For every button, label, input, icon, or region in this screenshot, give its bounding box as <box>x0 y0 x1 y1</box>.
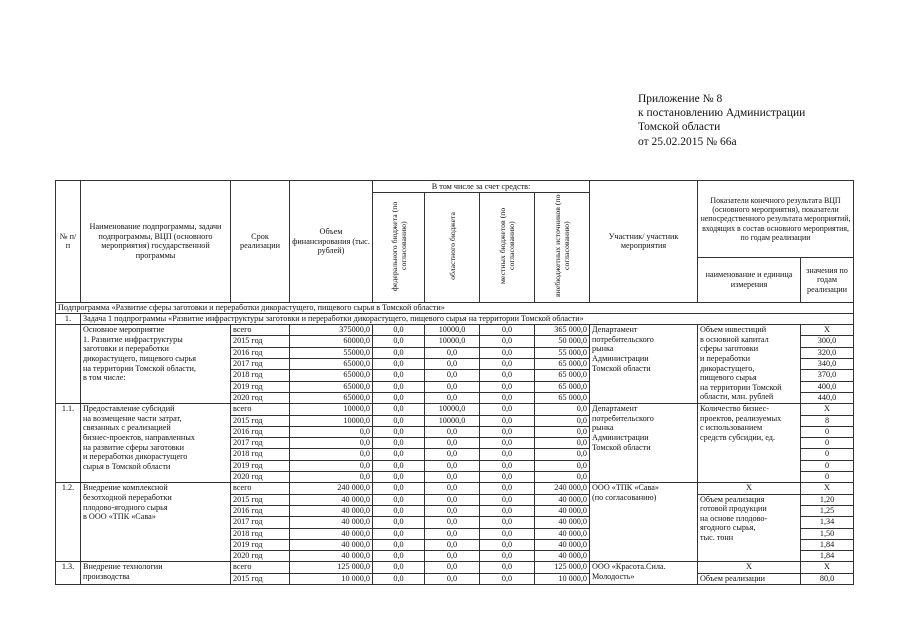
total-cell: 60000,0 <box>290 336 373 347</box>
total-cell: 65000,0 <box>290 359 373 370</box>
federal-cell: 0,0 <box>373 505 425 516</box>
local-cell: 0,0 <box>480 392 535 403</box>
header-local-col <box>480 193 535 303</box>
participant-line: Томской области <box>592 363 651 373</box>
row-name-line: связанных с реализацией <box>83 423 171 433</box>
participant-line: Администрации <box>592 353 649 363</box>
indicator-value-cell: X <box>801 404 854 415</box>
local-cell: 0,0 <box>480 562 535 573</box>
total-cell: 0,0 <box>290 472 373 483</box>
offbudget-cell: 55 000,0 <box>535 347 590 358</box>
row-name-line: Основное мероприятие <box>83 325 165 335</box>
local-cell: 0,0 <box>480 336 535 347</box>
local-cell: 0,0 <box>480 359 535 370</box>
total-cell: 40 000,0 <box>290 528 373 539</box>
row-name-line: заготовки и переработки <box>83 344 169 354</box>
federal-cell: 0,0 <box>373 551 425 562</box>
period-cell: всего <box>231 483 290 494</box>
period-cell: 2020 год <box>231 551 290 562</box>
total-cell: 10000,0 <box>290 404 373 415</box>
federal-cell: 0,0 <box>373 426 425 437</box>
total-cell: 240 000,0 <box>290 483 373 494</box>
offbudget-cell: 40 000,0 <box>535 539 590 550</box>
row-name-line: 1. Развитие инфраструктуры <box>83 334 183 344</box>
indicator-value-cell: 1,34 <box>801 517 854 528</box>
indicator-value-cell: 400,0 <box>801 381 854 392</box>
local-cell: 0,0 <box>480 426 535 437</box>
regional-cell: 0,0 <box>425 551 480 562</box>
federal-cell: 0,0 <box>373 404 425 415</box>
annex-line-4: от 25.02.2015 № 66а <box>638 135 737 148</box>
indicator-line: на основе плодово- <box>700 513 768 523</box>
offbudget-cell: 40 000,0 <box>535 505 590 516</box>
period-cell: 2019 год <box>231 381 290 392</box>
regional-cell: 0,0 <box>425 359 480 370</box>
indicator-line: Объем реализации <box>700 573 765 583</box>
offbudget-cell: 0,0 <box>535 438 590 449</box>
row-number: 1.2. <box>56 483 81 562</box>
row-name-line: и переработки дикорастущего <box>83 452 188 462</box>
header-offbudget-col <box>535 193 590 303</box>
row-name-cell <box>81 483 231 562</box>
period-cell: 2015 год <box>231 336 290 347</box>
indicator-value-cell: 0 <box>801 438 854 449</box>
offbudget-cell: 125 000,0 <box>535 562 590 573</box>
offbudget-cell: 365 000,0 <box>535 325 590 336</box>
regional-cell: 0,0 <box>425 460 480 471</box>
table-row <box>56 483 854 494</box>
federal-cell: 0,0 <box>373 381 425 392</box>
federal-cell: 0,0 <box>373 460 425 471</box>
header-volume: Объем финансирования (тыс. рублей) <box>290 181 373 303</box>
local-cell: 0,0 <box>480 573 535 584</box>
indicator-line: сферы заготовки <box>700 344 759 354</box>
regional-cell: 0,0 <box>425 517 480 528</box>
regional-cell: 10000,0 <box>425 336 480 347</box>
regional-cell: 0,0 <box>425 528 480 539</box>
offbudget-cell: 40 000,0 <box>535 517 590 528</box>
total-cell: 65000,0 <box>290 370 373 381</box>
row-name-line: бизнес-проектов, направленных <box>83 433 195 443</box>
header-including: В том числе за счет средств: <box>373 181 590 193</box>
federal-cell: 0,0 <box>373 517 425 528</box>
local-cell: 0,0 <box>480 370 535 381</box>
regional-cell: 0,0 <box>425 505 480 516</box>
period-cell: 2016 год <box>231 505 290 516</box>
regional-cell: 0,0 <box>425 539 480 550</box>
participant-cell <box>590 483 698 562</box>
row-name-line: плодово-ягодного сырья <box>83 502 168 512</box>
offbudget-cell: 65 000,0 <box>535 392 590 403</box>
total-cell: 0,0 <box>290 460 373 471</box>
indicator-line: средств субсидии, ед. <box>700 433 776 443</box>
indicator-line: области, млн. рублей <box>700 392 774 402</box>
indicator-value-cell: 300,0 <box>801 336 854 347</box>
local-cell: 0,0 <box>480 347 535 358</box>
federal-cell: 0,0 <box>373 370 425 381</box>
federal-cell: 0,0 <box>373 528 425 539</box>
federal-cell: 0,0 <box>373 347 425 358</box>
subprogram-row: Подпрограмма «Развитие сферы заготовки и переработки дикорастущего, пищевого сырья в Томской области» <box>56 302 854 313</box>
regional-cell: 0,0 <box>425 483 480 494</box>
regional-cell: 0,0 <box>425 562 480 573</box>
regional-cell: 10000,0 <box>425 325 480 336</box>
indicator-value-cell: 1,20 <box>801 494 854 505</box>
regional-cell: 0,0 <box>425 392 480 403</box>
indicator-line: проектов, реализуемых <box>700 413 782 423</box>
offbudget-cell: 240 000,0 <box>535 483 590 494</box>
groups-body <box>56 325 854 585</box>
row-name-line: в ООО «ТПК «Сава» <box>83 512 156 522</box>
local-cell: 0,0 <box>480 551 535 562</box>
table-row <box>56 562 854 573</box>
period-cell: 2016 год <box>231 426 290 437</box>
row-name-cell <box>81 325 231 404</box>
total-cell: 375000,0 <box>290 325 373 336</box>
period-cell: 2017 год <box>231 438 290 449</box>
indicator-value-cell: 0 <box>801 472 854 483</box>
period-cell: 2015 год <box>231 494 290 505</box>
row-number: 1.3. <box>56 562 81 585</box>
federal-cell: 0,0 <box>373 438 425 449</box>
indicator-value-cell: 320,0 <box>801 347 854 358</box>
regional-cell: 0,0 <box>425 449 480 460</box>
participant-line: Департамент <box>592 404 638 414</box>
period-cell: 2020 год <box>231 472 290 483</box>
period-cell: 2018 год <box>231 528 290 539</box>
offbudget-cell: 65 000,0 <box>535 370 590 381</box>
regional-cell: 0,0 <box>425 472 480 483</box>
indicator-value-cell: 8 <box>801 415 854 426</box>
period-cell: всего <box>231 404 290 415</box>
indicator-value-cell: 1,84 <box>801 551 854 562</box>
period-cell: 2019 год <box>231 539 290 550</box>
federal-cell: 0,0 <box>373 415 425 426</box>
indicator-name-cell <box>698 494 801 562</box>
regional-cell: 0,0 <box>425 573 480 584</box>
row-name-line: на территории Томской области, <box>83 363 196 373</box>
row-number <box>56 325 81 404</box>
total-cell: 0,0 <box>290 438 373 449</box>
local-cell: 0,0 <box>480 528 535 539</box>
row-name-line: на развитие сферы заготовки <box>83 442 185 452</box>
offbudget-cell: 40 000,0 <box>535 528 590 539</box>
local-cell: 0,0 <box>480 449 535 460</box>
offbudget-cell: 10 000,0 <box>535 573 590 584</box>
participant-line: потребительского <box>592 413 654 423</box>
indicator-name-cell: X <box>698 483 801 494</box>
indicator-line: в основной капитал <box>700 334 769 344</box>
participant-cell <box>590 404 698 483</box>
offbudget-cell: 0,0 <box>535 415 590 426</box>
period-cell: 2015 год <box>231 415 290 426</box>
period-cell: 2018 год <box>231 449 290 460</box>
period-cell: 2019 год <box>231 460 290 471</box>
row-name-line: Предоставление субсидий <box>83 404 175 414</box>
local-cell: 0,0 <box>480 381 535 392</box>
indicator-line: пищевого сырья <box>700 373 757 383</box>
total-cell: 10 000,0 <box>290 573 373 584</box>
indicator-name-cell <box>698 325 801 404</box>
participant-line: потребительского <box>592 334 654 344</box>
regional-cell: 0,0 <box>425 370 480 381</box>
participant-line: Администрации <box>592 433 649 443</box>
task-row: Задача 1 подпрограммы «Развитие инфраструктуры заготовки и переработки дикорастущего, пищевого сырья на территории Томской области» <box>81 313 854 324</box>
local-cell: 0,0 <box>480 438 535 449</box>
indicator-line: тыс. тонн <box>700 533 734 543</box>
federal-cell: 0,0 <box>373 539 425 550</box>
header-federal-col <box>373 193 425 303</box>
indicator-line: Количество бизнес- <box>700 404 770 414</box>
participant-line: ООО «Красота.Сила. <box>592 562 666 572</box>
row-name-line: производства <box>83 572 130 582</box>
federal-cell: 0,0 <box>373 359 425 370</box>
period-cell: 2016 год <box>231 347 290 358</box>
indicator-line: Объем реализация <box>700 494 765 504</box>
offbudget-cell: 65 000,0 <box>535 381 590 392</box>
period-cell: 2017 год <box>231 359 290 370</box>
period-cell: всего <box>231 562 290 573</box>
local-cell: 0,0 <box>480 517 535 528</box>
indicator-value-cell: 440,0 <box>801 392 854 403</box>
financing-table <box>55 180 854 585</box>
header-indicator-name: наименование и единица измерения <box>698 258 801 302</box>
indicator-name-cell <box>698 573 801 584</box>
header-regional: областного бюджета <box>447 212 457 280</box>
indicator-value-cell: 370,0 <box>801 370 854 381</box>
participant-line: рынка <box>592 344 614 354</box>
regional-cell: 0,0 <box>425 347 480 358</box>
indicator-value-cell: X <box>801 325 854 336</box>
federal-cell: 0,0 <box>373 325 425 336</box>
local-cell: 0,0 <box>480 325 535 336</box>
federal-cell: 0,0 <box>373 562 425 573</box>
total-cell: 40 000,0 <box>290 551 373 562</box>
header-local: местных бюджетов (по согласованию) <box>498 207 516 285</box>
offbudget-cell: 0,0 <box>535 449 590 460</box>
federal-cell: 0,0 <box>373 472 425 483</box>
header-number: № п/п <box>56 181 81 303</box>
period-cell: 2020 год <box>231 392 290 403</box>
row-name-line: на возмещение части затрат, <box>83 413 182 423</box>
annex-line-3: Томской области <box>638 121 721 134</box>
federal-cell: 0,0 <box>373 449 425 460</box>
offbudget-cell: 40 000,0 <box>535 551 590 562</box>
row-name-line: безотходной переработки <box>83 492 172 502</box>
offbudget-cell: 0,0 <box>535 460 590 471</box>
indicator-value-cell: X <box>801 562 854 573</box>
table-row <box>56 325 854 336</box>
total-cell: 0,0 <box>290 449 373 460</box>
regional-cell: 0,0 <box>425 494 480 505</box>
row-name-line: сырья в Томской области <box>83 461 171 471</box>
total-cell: 65000,0 <box>290 392 373 403</box>
local-cell: 0,0 <box>480 404 535 415</box>
local-cell: 0,0 <box>480 539 535 550</box>
local-cell: 0,0 <box>480 415 535 426</box>
regional-cell: 0,0 <box>425 381 480 392</box>
regional-cell: 0,0 <box>425 426 480 437</box>
header-federal: федерального бюджета (по согласованию) <box>389 201 408 291</box>
annex-line-1: Приложение № 8 <box>638 93 723 105</box>
federal-cell: 0,0 <box>373 336 425 347</box>
indicator-value-cell: 0 <box>801 449 854 460</box>
total-cell: 0,0 <box>290 426 373 437</box>
row-name-line: дикорастущего, пищевого сырья <box>83 353 197 363</box>
local-cell: 0,0 <box>480 505 535 516</box>
total-cell: 55000,0 <box>290 347 373 358</box>
local-cell: 0,0 <box>480 494 535 505</box>
indicator-value-cell: 80,0 <box>801 573 854 584</box>
row-name-line: Внедрение технологии <box>83 562 163 572</box>
federal-cell: 0,0 <box>373 494 425 505</box>
participant-line: ООО «ТПК «Сава» <box>592 483 659 493</box>
total-cell: 40 000,0 <box>290 539 373 550</box>
total-cell: 125 000,0 <box>290 562 373 573</box>
row-name-line: Внедрение комплексной <box>83 483 168 493</box>
participant-line: Молодость» <box>592 572 635 582</box>
task-number: 1. <box>56 313 81 324</box>
indicator-name-cell: X <box>698 562 801 573</box>
participant-line: Томской области <box>592 442 651 452</box>
indicator-line: ягодного сырья, <box>700 523 756 533</box>
header-regional-col <box>425 193 480 303</box>
regional-cell: 10000,0 <box>425 404 480 415</box>
indicator-line: на территории Томской <box>700 382 782 392</box>
indicator-line: готовой продукции <box>700 504 767 514</box>
participant-line: рынка <box>592 423 614 433</box>
offbudget-cell: 0,0 <box>535 404 590 415</box>
indicator-value-cell: 0 <box>801 460 854 471</box>
regional-cell: 10000,0 <box>425 415 480 426</box>
total-cell: 10000,0 <box>290 415 373 426</box>
indicator-value-cell: 340,0 <box>801 359 854 370</box>
offbudget-cell: 50 000,0 <box>535 336 590 347</box>
period-cell: 2015 год <box>231 573 290 584</box>
header-name: Наименование подпрограммы, задачи подпрограммы, ВЦП (основного мероприятия) государственной программы <box>81 181 231 303</box>
header-participant: Участник/ участник мероприятия <box>590 181 698 303</box>
indicator-value-cell: 0 <box>801 426 854 437</box>
federal-cell: 0,0 <box>373 392 425 403</box>
total-cell: 65000,0 <box>290 381 373 392</box>
total-cell: 40 000,0 <box>290 505 373 516</box>
indicator-value-cell: 1,50 <box>801 528 854 539</box>
row-number: 1.1. <box>56 404 81 483</box>
federal-cell: 0,0 <box>373 483 425 494</box>
local-cell: 0,0 <box>480 483 535 494</box>
offbudget-cell: 65 000,0 <box>535 359 590 370</box>
row-name-cell <box>81 562 231 585</box>
indicator-value-cell: 1,25 <box>801 505 854 516</box>
total-cell: 40 000,0 <box>290 494 373 505</box>
row-name-line: в том числе: <box>83 373 126 383</box>
indicator-value-cell: X <box>801 483 854 494</box>
indicator-value-cell: 1,84 <box>801 539 854 550</box>
participant-line: (по согласованию) <box>592 492 657 502</box>
indicator-line: с использованием <box>700 423 763 433</box>
period-cell: 2017 год <box>231 517 290 528</box>
indicator-line: Объем инвестиций <box>700 325 767 335</box>
period-cell: 2018 год <box>231 370 290 381</box>
offbudget-cell: 40 000,0 <box>535 494 590 505</box>
local-cell: 0,0 <box>480 460 535 471</box>
offbudget-cell: 0,0 <box>535 426 590 437</box>
row-name-cell <box>81 404 231 483</box>
indicator-name-cell <box>698 404 801 483</box>
table-row <box>56 404 854 415</box>
local-cell: 0,0 <box>480 472 535 483</box>
offbudget-cell: 0,0 <box>535 472 590 483</box>
participant-cell <box>590 325 698 404</box>
participant-cell <box>590 562 698 585</box>
period-cell: всего <box>231 325 290 336</box>
indicator-line: и переработки <box>700 353 751 363</box>
indicator-line: дикорастущего, <box>700 363 755 373</box>
header-indicator-value: значения по годам реализации <box>801 258 854 302</box>
regional-cell: 0,0 <box>425 438 480 449</box>
annex-line-2: к постановлению Администрации <box>638 107 806 120</box>
header-term: Срок реализации <box>231 181 290 303</box>
header-offbudget: внебюджетных источников (по согласованию) <box>553 194 571 298</box>
header-indicators: Показатели конечного результата ВЦП (основного мероприятия), показатели непосредственного результата мероприятий, входящих в состав основного мероприятия, по годам реализации <box>698 181 854 258</box>
participant-line: Департамент <box>592 325 638 335</box>
total-cell: 40 000,0 <box>290 517 373 528</box>
annex-heading <box>638 92 805 149</box>
federal-cell: 0,0 <box>373 573 425 584</box>
